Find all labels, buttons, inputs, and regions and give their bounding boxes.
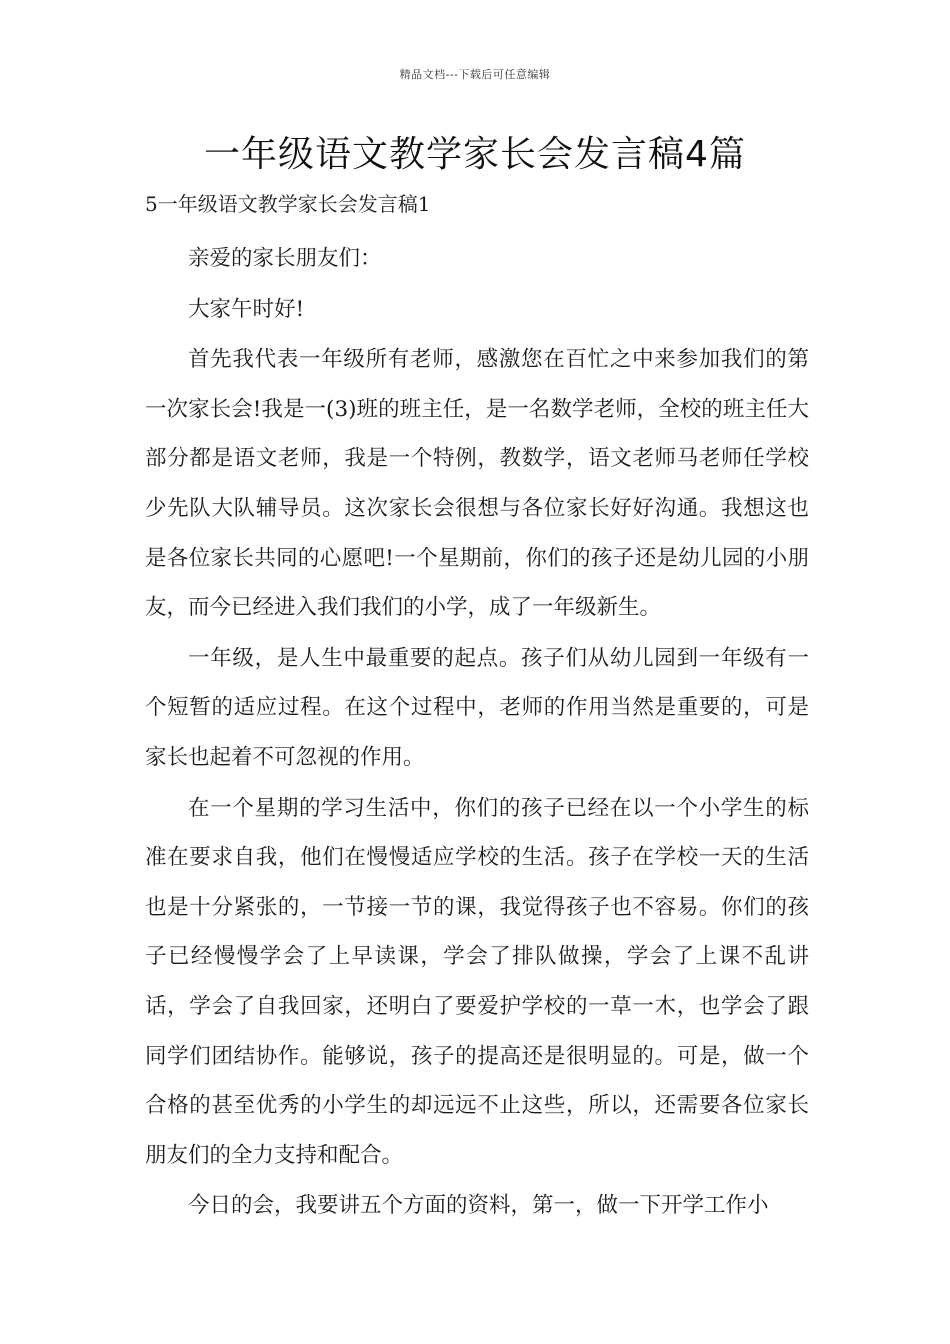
paragraph-salutation: 亲爱的家长朋友们： bbox=[188, 246, 382, 271]
document-title: 一年级语文教学家长会发言稿4篇 bbox=[204, 134, 746, 175]
paragraph-first-grade: 一年级，是人生中最重要的起点。孩子们从幼儿园到一年级有一个短暂的适应过程。在这个过程中，老师的作用当然是重要的，可是家长也起着不可忽视的作用。 bbox=[145, 645, 809, 770]
paragraph-greeting: 大家午时好! bbox=[188, 296, 305, 322]
header-note: 精品文档---下载后可任意编辑 bbox=[399, 68, 551, 81]
paragraph-agenda: 今日的会，我要讲五个方面的资料，第一，做一下开学工作小 bbox=[188, 1193, 769, 1219]
document-body bbox=[145, 234, 809, 1232]
paragraph-intro: 首先我代表一年级所有老师，感激您在百忙之中来参加我们的第一次家长会!我是一(3)班的班主任，是一名数学老师，全校的班主任大部分都是语文老师，我是一个特例，教数学，语文老师马老师任学校少先队大队辅导员。这次家长会很想与各位家长好好沟通。我想这也是各位家长共同的心愿吧!一个星期前，你们的孩子还是幼儿园的小朋友，而今已经进入我们我们的小学，成了一年级新生。 bbox=[145, 347, 809, 621]
paragraph-weekly-progress: 在一个星期的学习生活中，你们的孩子已经在以一个小学生的标准在要求自我，他们在慢慢适应学校的生活。孩子在学校一天的生活也是十分紧张的，一节接一节的课，我觉得孩子也不容易。你们的孩子已经慢慢学会了上早读课，学会了排队做操，学会了上课不乱讲话，学会了自我回家，还明白了要爱护学校的一草一木，也学会了跟同学们团结协作。能够说，孩子的提高还是很明显的。可是，做一个合格的甚至优秀的小学生的却远远不止这些，所以，还需要各位家长朋友们的全力支持和配合。 bbox=[145, 795, 809, 1168]
section-subheading: 5一年级语文教学家长会发言稿1 bbox=[145, 192, 431, 216]
